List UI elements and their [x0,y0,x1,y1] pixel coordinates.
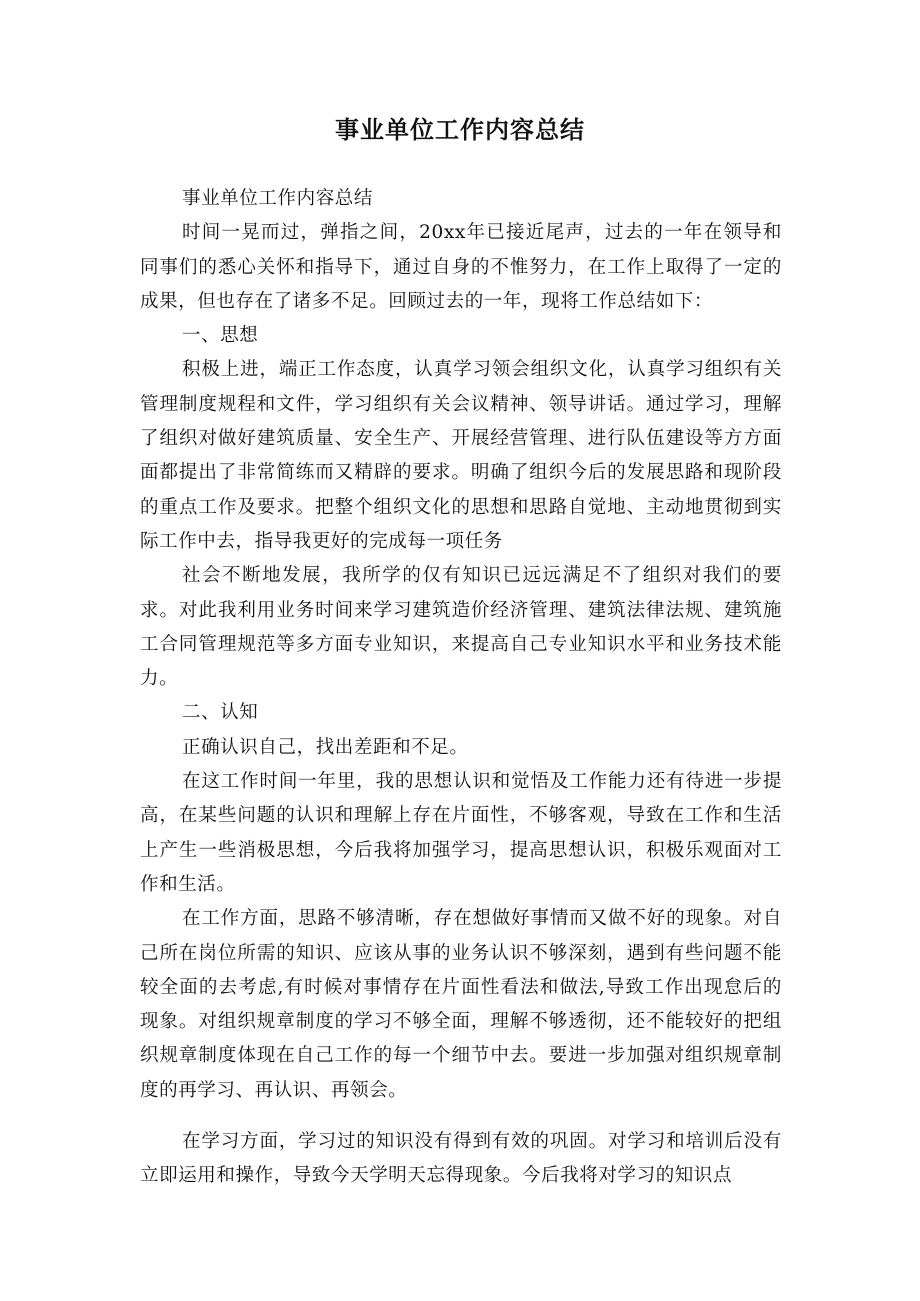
paragraph-thought-1: 积极上进，端正工作态度，认真学习领会组织文化，认真学习组织有关管理制度规程和文件，学习组织有关会议精神、领导讲话。通过学习，理解了组织对做好建筑质量、安全生产、开展经营管理、进行队伍建设等方方面面都提出了非常简练而又精辟的要求。明确了组织今后的发展思路和现阶段的重点工作及要求。把整个组织文化的思想和思路自觉地、主动地贯彻到实际工作中去，指导我更好的完成每一项任务 [140,359,782,552]
paragraph-intro: 时间一晃而过，弹指之间，20xx年已接近尾声，过去的一年在领导和同事们的悉心关怀和指导下，通过自身的不惟努力，在工作上取得了一定的成果，但也存在了诸多不足。回顾过去的一年，现将工作总结如下： [140,222,782,312]
paragraph-work-aspect: 在工作方面，思路不够清晰，存在想做好事情而又做不好的现象。对自己所在岗位所需的知识、应该从事的业务认识不够深刻，遇到有些问题不能较全面的去考虑,有时候对事情存在片面性看法和做法,导致工作出现怠后的现象。对组织规章制度的学习不够全面，理解不够透彻，还不能较好的把组织规章制度体现在自己工作的每一个细节中去。要进一步加强对组织规章制度的再学习、再认识、再领会。 [140,908,782,1101]
paragraph-cognition-1: 正确认识自己，找出差距和不足。 [182,736,469,758]
paragraph-subtitle: 事业单位工作内容总结 [182,188,374,209]
section-heading-cognition: 二、认知 [182,702,259,724]
document-title: 事业单位工作内容总结 [335,116,585,144]
paragraph-cognition-2: 在这工作时间一年里，我的思想认识和觉悟及工作能力还有待进一步提高，在某些问题的认识和理解上存在片面性，不够客观，导致在工作和生活上产生一些消极思想，今后我将加强学习，提高思想认识，积极乐观面对工作和生活。 [140,771,782,895]
document-body [140,182,782,1194]
paragraph-thought-2: 社会不断地发展，我所学的仅有知识已远远满足不了组织对我们的要求。对此我利用业务时间来学习建筑造价经济管理、建筑法律法规、建筑施工合同管理规范等多方面专业知识，来提高自己专业知识水平和业务技术能力。 [140,565,782,690]
paragraph-study-aspect: 在学习方面，学习过的知识没有得到有效的巩固。对学习和培训后没有立即运用和操作，导致今天学明天忘得现象。今后我将对学习的知识点 [140,1131,782,1187]
section-heading-thought: 一、思想 [182,325,259,347]
